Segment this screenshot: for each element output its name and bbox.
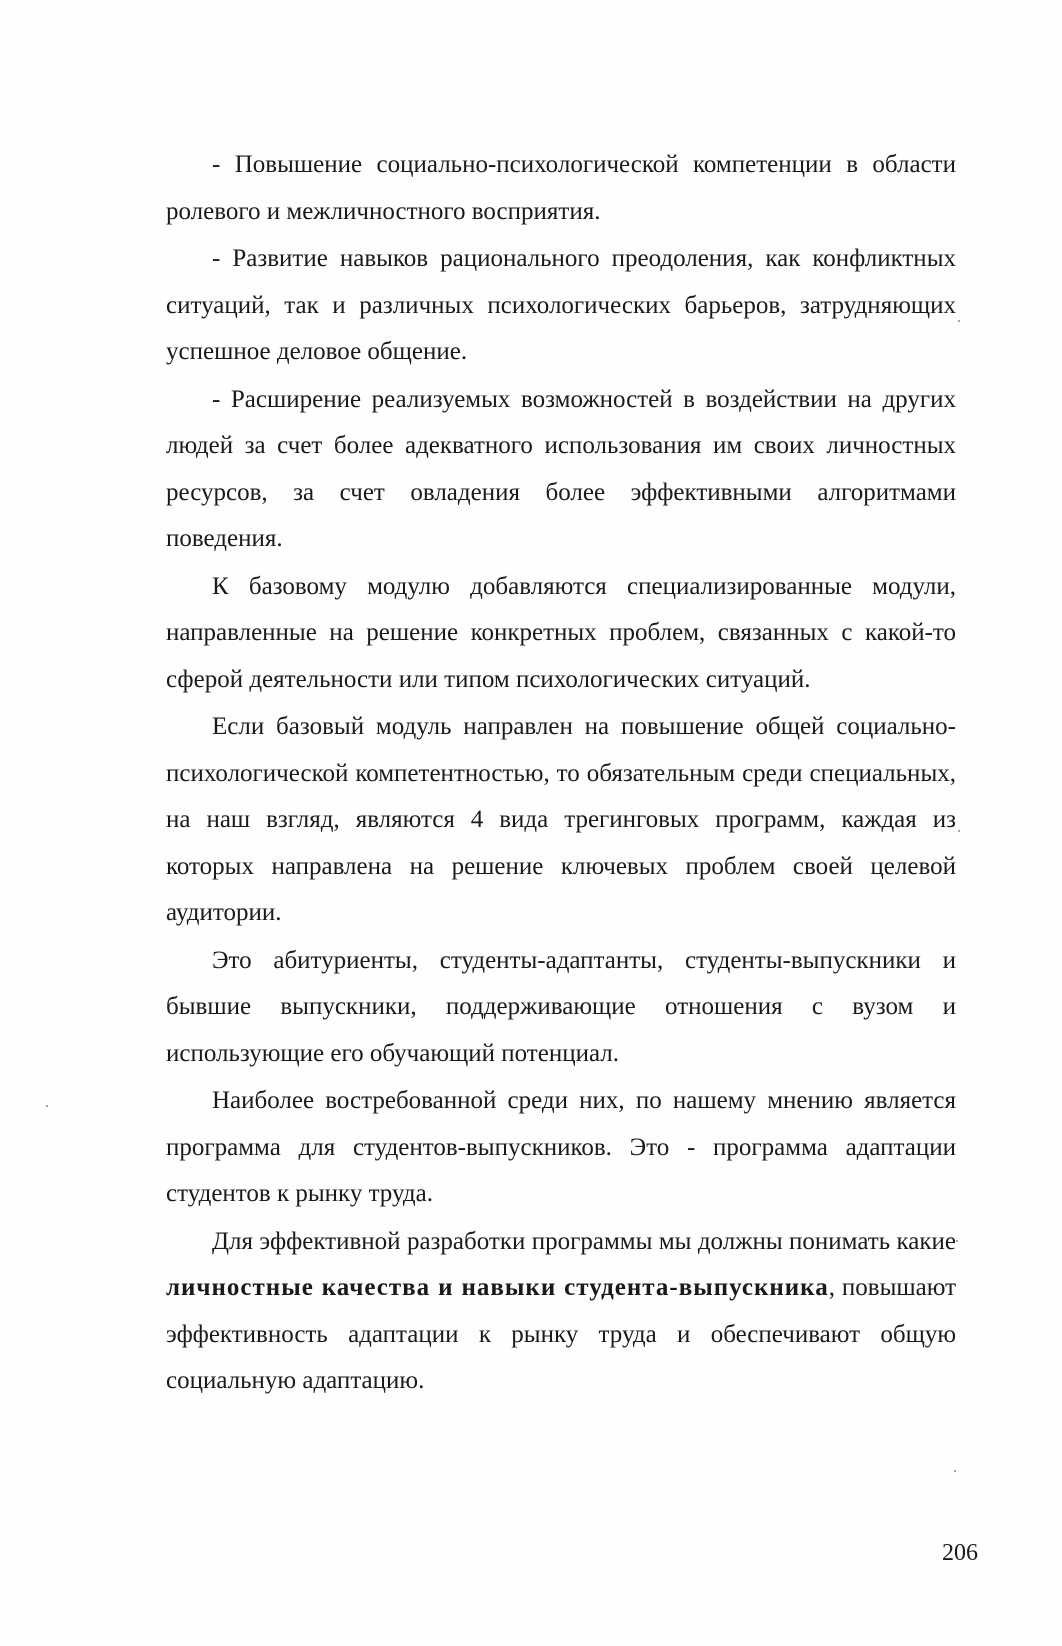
list-item-expansion: - Расширение реализуемых возможностей в воздействии на других людей за счет более адекватного использования им своих личностных ресурсов, за счет овладения более эффективными алгоритмами поведения. xyxy=(166,385,956,552)
qualities-text-before: Для эффективной разработки программы мы должны понимать какие xyxy=(212,1227,956,1255)
list-item-competence: - Повышение социально-психологической компетенции в области ролевого и межличностного восприятия. xyxy=(166,151,956,225)
paragraph-demand: Наиболее востребованной среди них, по нашему мнению является программа для студентов-выпускников. Это - программа адаптации студентов к рынку труда. xyxy=(166,1087,956,1207)
scan-speck xyxy=(956,1240,958,1242)
paragraph-modules: К базовому модулю добавляются специализированные модули, направленные на решение конкретных проблем, связанных с какой-то сферой деятельности или типом психологических ситуаций. xyxy=(166,572,956,693)
qualities-text-after: , повышают эффективность адаптации к рынку труда и обеспечивают общую социальную адаптацию. xyxy=(166,1274,957,1394)
paragraph-base-module: Если базовый модуль направлен на повышение общей социально-психологической компетентностью, то обязательным среди специальных, на наш взгляд, являются 4 вида трегинговых программ, каждая из которых направлена на решение ключевых проблем своей целевой аудитории. xyxy=(166,713,956,926)
body-text xyxy=(166,142,956,1405)
qualities-text-bold: личностные качества и навыки студента-выпускника xyxy=(166,1274,829,1301)
paragraph-qualities xyxy=(166,1219,956,1405)
list-item-skills: - Развитие навыков рационального преодоления, как конфликтных ситуаций, так и различных психологических барьеров, затрудняющих успешное деловое общение. xyxy=(166,245,956,365)
scan-speck xyxy=(958,320,960,322)
scan-speck xyxy=(954,1470,956,1472)
page-number: 206 xyxy=(942,1540,978,1566)
paragraph-audiences: Это абитуриенты, студенты-адаптанты, студенты-выпускники и бывшие выпускники, поддерживающие отношения с вузом и использующие его обучающий потенциал. xyxy=(166,946,956,1067)
scan-speck xyxy=(46,1105,48,1107)
scan-speck xyxy=(958,830,960,832)
